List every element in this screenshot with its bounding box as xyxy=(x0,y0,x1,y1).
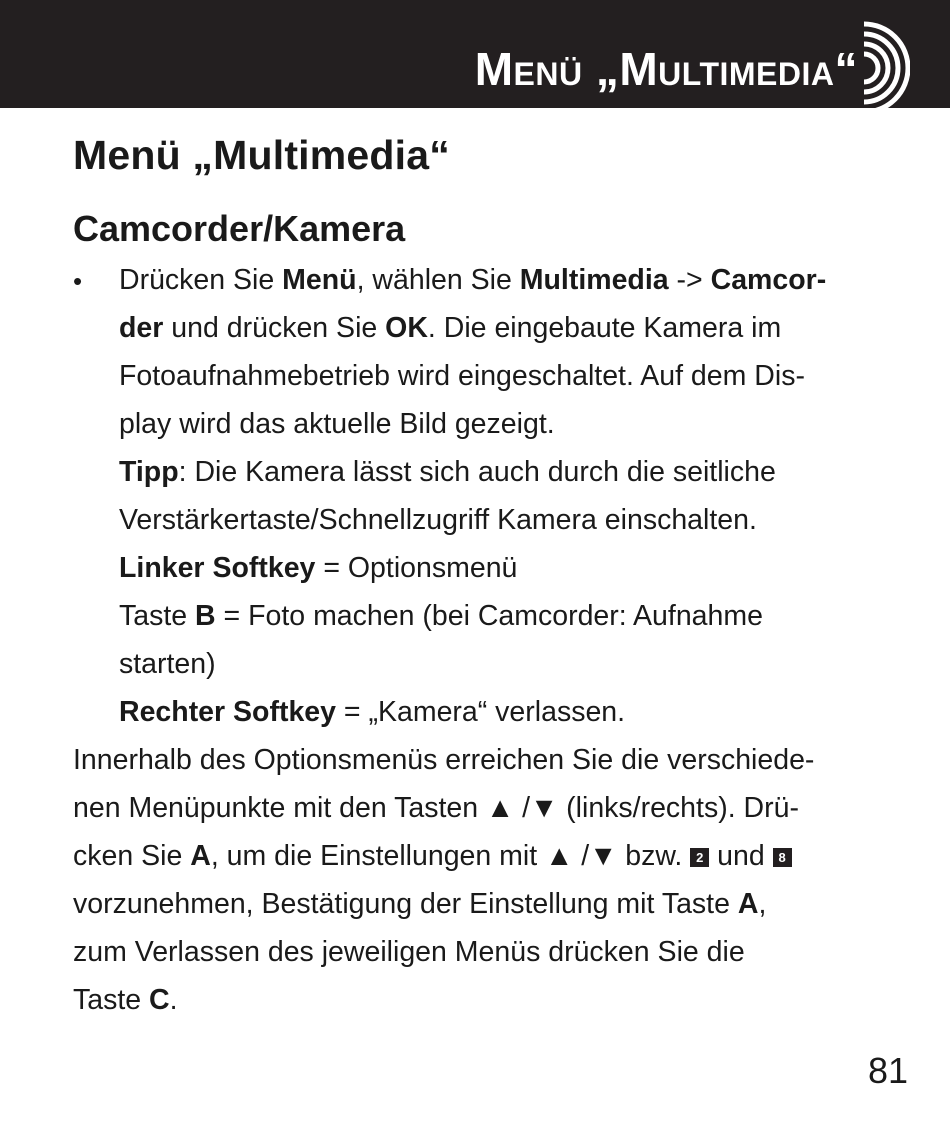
page-title: Menü „Multimedia“ xyxy=(73,132,450,178)
body-line-11: Innerhalb des Optionsmenüs erreichen Sie die verschiede- xyxy=(73,744,815,776)
body-line-14: vorzunehmen, Bestätigung der Einstellung mit Taste A, xyxy=(73,888,767,920)
key-2-icon: 2 xyxy=(690,848,709,867)
body-line-9: starten) xyxy=(119,648,216,680)
key-8-icon: 8 xyxy=(773,848,792,867)
body-line-6: Verstärkertaste/Schnellzugriff Kamera einschalten. xyxy=(119,504,757,536)
body-line-3: Fotoaufnahmebetrieb wird eingeschaltet. Auf dem Dis- xyxy=(119,360,805,392)
tip-line: Tipp: Die Kamera lässt sich auch durch die seitliche xyxy=(119,456,776,488)
key-b-line: Taste B = Foto machen (bei Camcorder: Aufnahme xyxy=(119,600,763,632)
right-softkey-line: Rechter Softkey = „Kamera“ verlassen. xyxy=(119,696,626,728)
body-line-15: zum Verlassen des jeweiligen Menüs drücken Sie die xyxy=(73,936,745,968)
section-heading: Camcorder/Kamera xyxy=(73,208,406,249)
sound-wave-icon xyxy=(850,18,910,114)
body-line-2: der und drücken Sie OK. Die eingebaute Kamera im xyxy=(119,312,782,344)
page-number: 81 xyxy=(867,1050,908,1091)
body-line-1: Drücken Sie Menü, wählen Sie Multimedia -> Camcor- xyxy=(119,264,827,296)
left-softkey-line: Linker Softkey = Optionsmenü xyxy=(119,552,518,584)
body-line-13: cken Sie A, um die Einstellungen mit ▲ /▼ bzw. 2 und 8 xyxy=(73,842,792,871)
body-line-4: play wird das aktuelle Bild gezeigt. xyxy=(119,408,555,440)
header-title: Menü „Multimedia“ xyxy=(474,43,858,95)
body-line-12: nen Menüpunkte mit den Tasten ▲ /▼ (links/rechts). Drü- xyxy=(73,792,799,824)
header-band xyxy=(0,0,950,108)
bullet-marker: • xyxy=(73,266,83,296)
body-line-16: Taste C. xyxy=(73,984,178,1016)
